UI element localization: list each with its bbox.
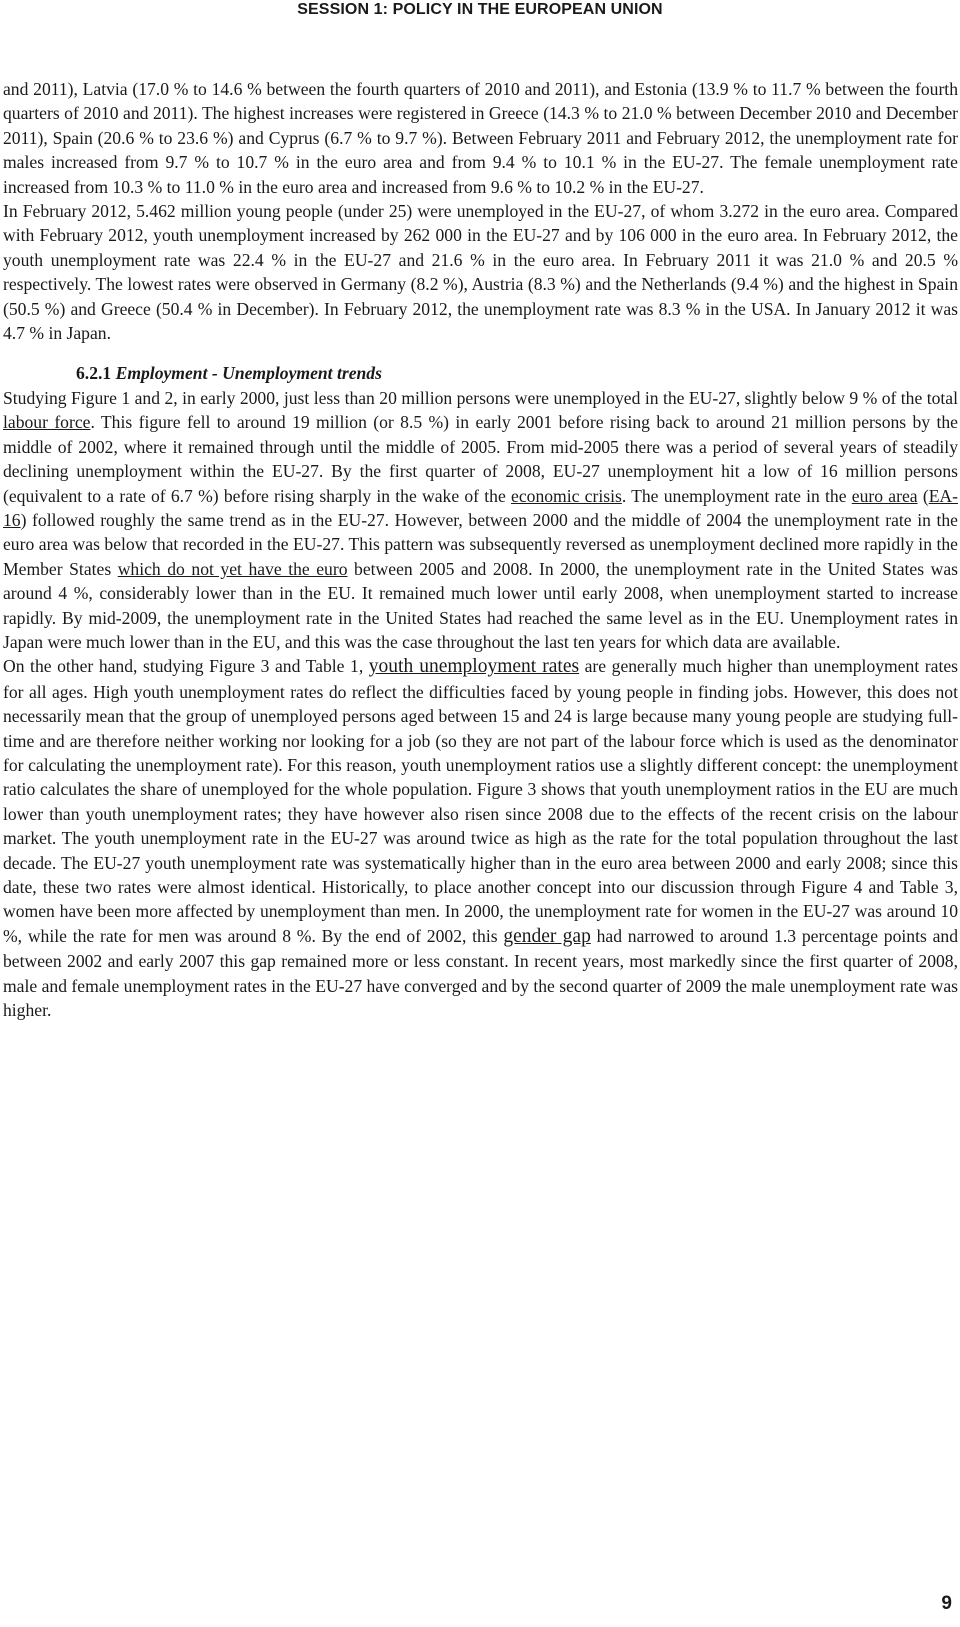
link-youth-unemployment-rates[interactable]: youth unemployment rates bbox=[368, 656, 580, 678]
text-segment: ) followed roughly the same trend as in the EU-27. However, between 2000 and the middle of 2004 the unemployment rate in the euro area was below that recorded in the EU-27. This pattern was subsequently reversed as unemployment declined more rapidly in the Member States bbox=[3, 509, 958, 579]
paragraph-youth-and-gender bbox=[3, 654, 958, 1022]
paragraph-unemployment-rates: and 2011), Latvia (17.0 % to 14.6 % between the fourth quarters of 2010 and 2011), and Estonia (13.9 % to 11.7 % between the fourth quarters of 2010 and 2011). The highest increases were registered in Greece (14.3 % to 21.0 % between December 2010 and December 2011), Spain (20.6 % to 23.6 %) and Cyprus (6.7 % to 9.7 %). Between February 2011 and February 2012, the unemployment rate for males increased from 9.7 % to 10.7 % in the euro area and from 9.4 % to 10.1 % in the EU-27. The female unemployment rate increased from 10.3 % to 11.0 % in the euro area and increased from 9.6 % to 10.2 % in the EU-27. bbox=[3, 79, 958, 197]
link-non-euro-states[interactable]: which do not yet have the euro bbox=[117, 558, 348, 579]
text-segment: between 2005 and 2008. In 2000, the unemployment rate in the United States was around 4 %, considerably lower than in the EU. It remained much lower until early 2008, when unemployment started to increase rapidly. By mid-2009, the unemployment rate in the United States had reached the same level as in the EU. Unemployment rates in Japan were much lower than in the EU, and this was the case throughout the last ten years for which data are available. bbox=[3, 558, 958, 652]
page-number: 9 bbox=[941, 1593, 952, 1614]
link-gender-gap[interactable]: gender gap bbox=[503, 925, 591, 947]
paragraph-unemployment-trends bbox=[3, 386, 958, 654]
link-economic-crisis[interactable]: economic crisis bbox=[511, 485, 622, 506]
text-segment: Studying Figure 1 and 2, in early 2000, just less than 20 million persons were unemployed in the EU-27, slightly below 9 % of the total bbox=[3, 387, 958, 408]
text-segment: had narrowed to around 1.3 percentage points and between 2002 and early 2007 this gap remained more or less constant. In recent years, most markedly since the first quarter of 2008, male and female unemployment rates in the EU-27 have converged and by the second quarter of 2009 the male unemployment rate was higher. bbox=[3, 925, 958, 1021]
text-segment: . This figure fell to around 19 million (or 8.5 %) in early 2001 before rising back to around 21 million persons by the middle of 2002, where it remained through until the middle of 2005. From mid-2005 there was a period of several years of steadily declining unemployment within the EU-27. By the first quarter of 2008, EU-27 unemployment hit a low of 16 million persons (equivalent to a rate of 6.7 %) before rising sharply in the wake of the bbox=[3, 412, 958, 506]
page-header: SESSION 1: POLICY IN THE EUROPEAN UNION bbox=[297, 1, 663, 18]
text-segment: ( bbox=[917, 485, 929, 506]
section-heading bbox=[3, 361, 958, 385]
text-segment: are generally much higher than unemployment rates for all ages. High youth unemployment rates do reflect the difficulties faced by young people in finding jobs. However, this does not necessarily mean that the group of unemployed persons aged between 15 and 24 is large because many young people are studying full-time and are therefore neither working nor looking for a job (so they are not part of the labour force which is used as the denominator for calculating the unemployment rate). For this reason, youth unemployment ratios use a slightly different concept: the unemployment ratio calculates the share of unemployed for the whole population. Figure 3 shows that youth unemployment ratios in the EU are much lower than youth unemployment rates; they have however also risen since 2008 due to the effects of the recent crisis on the labour market. The youth unemployment rate in the EU-27 was around twice as high as the rate for the total population throughout the last decade. The EU-27 youth unemployment rate was systematically higher than in the euro area between 2000 and early 2008; since this date, these two rates were almost identical. Historically, to place another concept into our discussion through Figure 4 and Table 3, women have been more affected by unemployment than men. In 2000, the unemployment rate for women in the EU-27 was around 10 %, while the rate for men was around 8 %. By the end of 2002, this bbox=[3, 656, 958, 946]
link-euro-area[interactable]: euro area bbox=[851, 485, 918, 506]
link-labour-force[interactable]: labour force bbox=[3, 412, 91, 433]
section-number: 6.2.1 bbox=[76, 363, 112, 384]
link-ea-16[interactable]: EA-16 bbox=[3, 485, 958, 530]
section-title: Employment - Unemployment trends bbox=[111, 363, 382, 384]
document-body bbox=[3, 77, 958, 1022]
text-segment: On the other hand, studying Figure 3 and Table 1, bbox=[3, 656, 369, 677]
paragraph-youth-unemployment: In February 2012, 5.462 million young people (under 25) were unemployed in the EU-27, of whom 3.272 in the euro area. Compared with February 2012, youth unemployment increased by 262 000 in the EU-27 and by 106 000 in the euro area. In February 2012, the youth unemployment rate was 22.4 % in the EU-27 and 21.6 % in the euro area. In February 2011 it was 21.0 % and 20.5 % respectively. The lowest rates were observed in Germany (8.2 %), Austria (8.3 %) and the Netherlands (9.4 %) and the highest in Spain (50.5 %) and Greece (50.4 % in December). In February 2012, the unemployment rate was 8.3 % in the USA. In January 2012 it was 4.7 % in Japan. bbox=[3, 201, 958, 344]
text-segment: . The unemployment rate in the bbox=[621, 485, 852, 506]
